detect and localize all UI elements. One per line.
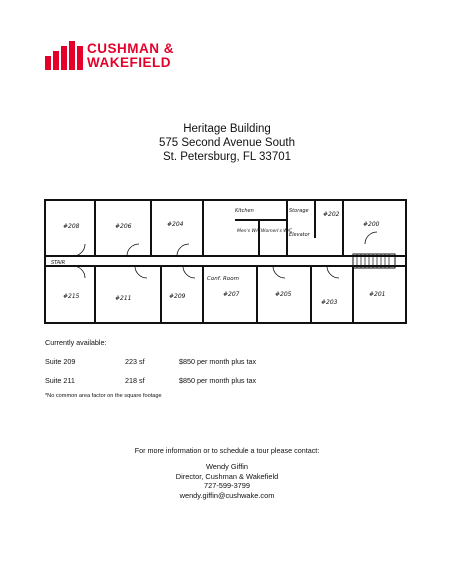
floor-plan [43, 198, 408, 325]
room-label-215: #215 [63, 293, 80, 300]
suite-name: Suite 209 [45, 357, 76, 366]
building-name: Heritage Building [183, 123, 271, 135]
contact-lead: For more information or to schedule a tour please contact: [134, 446, 320, 455]
room-label-209: #209 [169, 293, 186, 300]
logo-wordmark [87, 42, 174, 70]
suite-price: $850 per month plus tax [179, 376, 257, 385]
room-label-208: #208 [63, 223, 80, 230]
suite-name: Suite 211 [45, 376, 75, 385]
room-label-200: #200 [363, 221, 380, 228]
room-label-204: #204 [167, 221, 184, 228]
contact-phone: 727-599-3799 [203, 481, 251, 490]
logo-line-2: WAKEFIELD [87, 55, 171, 70]
contact-title: Director, Cushman & Wakefield [175, 471, 279, 481]
building-city: St. Petersburg, FL 33701 [162, 151, 292, 163]
room-label-205: #205 [275, 291, 292, 298]
suite-size: 218 sf [125, 376, 145, 385]
contact-name: Wendy Giffin [205, 462, 249, 471]
logo-bars-icon [45, 40, 83, 70]
logo-line-1: CUSHMAN & [87, 41, 174, 56]
room-label-211: #211 [115, 295, 132, 302]
room-label-womens: Women's W/C [261, 229, 293, 234]
room-label-201: #201 [369, 291, 386, 298]
suite-size: 223 sf [125, 357, 145, 366]
room-label-202: #202 [323, 211, 340, 218]
contact-block [0, 462, 454, 500]
availability-heading: Currently available: [45, 338, 107, 347]
stair-label: STAIR [51, 260, 66, 266]
room-label-conf-room: Conf. Room [207, 276, 239, 282]
room-label-kitchen: Kitchen [235, 208, 254, 214]
room-label-storage: Storage [289, 208, 309, 214]
building-heading [0, 122, 454, 164]
room-label-203: #203 [321, 299, 338, 306]
room-label-206: #206 [115, 223, 132, 230]
room-label-elevator: Elevator [289, 232, 310, 238]
building-street: 575 Second Avenue South [159, 137, 295, 149]
footnote: *No common area factor on the square footage [45, 393, 162, 399]
suite-price: $850 per month plus tax [179, 357, 257, 366]
room-label-207: #207 [223, 291, 240, 298]
room-label-mens: Men's W/C [237, 229, 261, 234]
company-logo [45, 40, 185, 72]
contact-email[interactable]: wendy.giffin@cushwake.com [179, 490, 275, 500]
